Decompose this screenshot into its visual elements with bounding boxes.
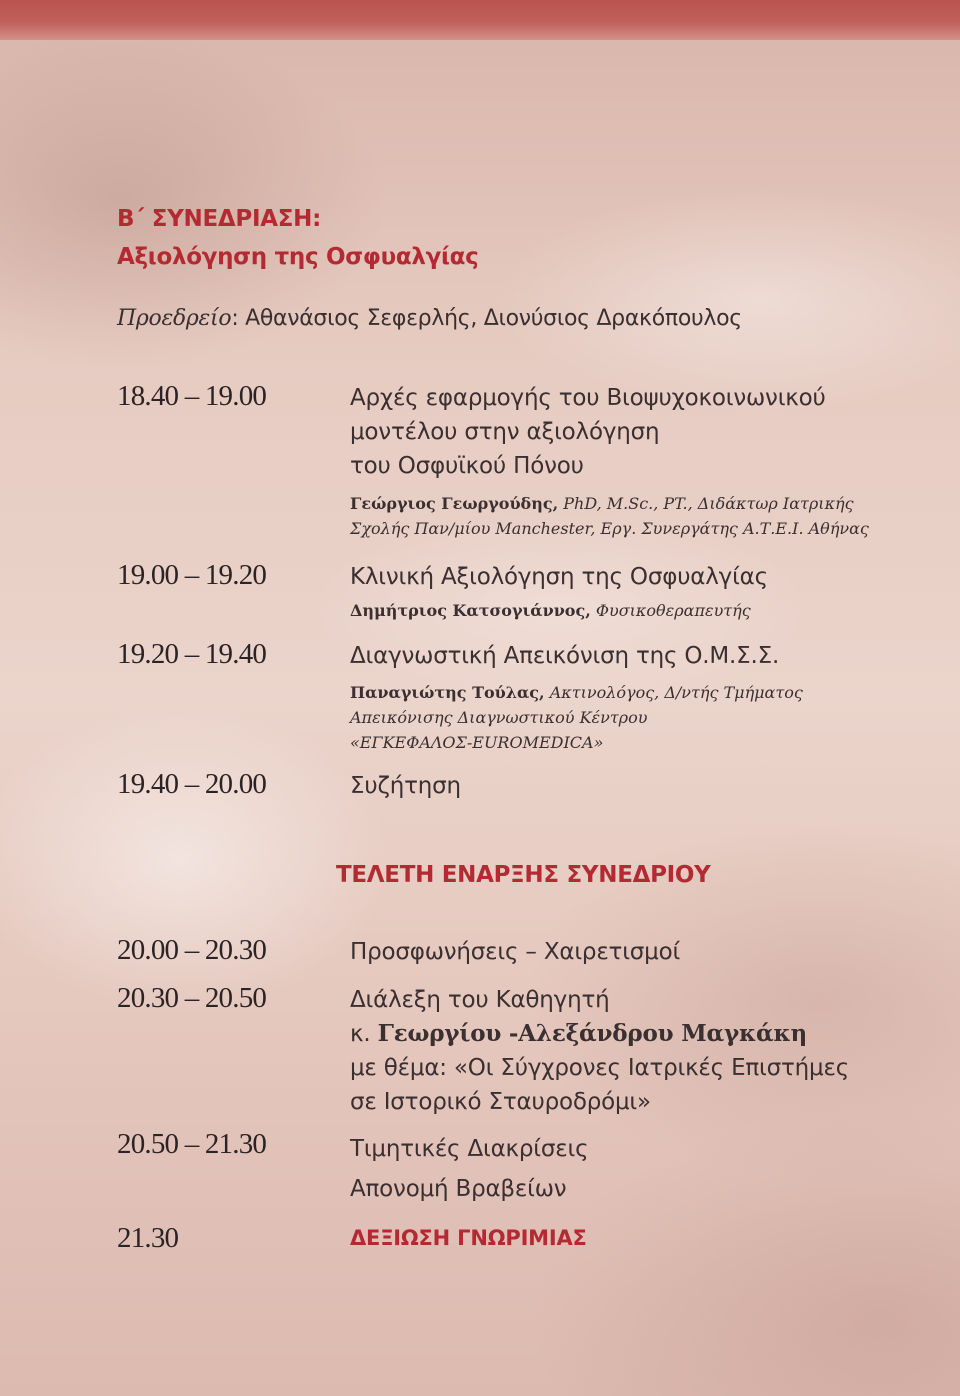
- speaker-3-affiliation-line-2: Απεικόνισης Διαγνωστικού Κέντρου: [350, 708, 648, 727]
- speaker-1-affiliation-line-2: Σχολής Παν/μίου Manchester, Εργ. Συνεργάτης Α.Τ.Ε.Ι. Αθήνας: [350, 519, 869, 538]
- ceremony-time-4: 21.30: [117, 1222, 179, 1254]
- session-title: Αξιολόγηση της Οσφυαλγίας: [117, 244, 479, 270]
- chairs-label: Προεδρείο: [117, 306, 232, 331]
- speaker-2-name: Δημήτριος Κατσογιάννος,: [350, 601, 591, 620]
- talk-title-3: [350, 639, 779, 673]
- speaker-1-name: Γεώργιος Γεωργούδης,: [350, 494, 559, 513]
- speaker-1: [350, 491, 869, 541]
- ceremony-heading: ΤΕΛΕΤΗ ΕΝΑΡΞΗΣ ΣΥΝΕΔΡΙΟΥ: [336, 862, 711, 888]
- session-heading: [117, 200, 478, 276]
- time-slot-4: 19.40 – 20.00: [117, 768, 267, 800]
- reception-title: ΔΕΞΙΩΣΗ ΓΝΩΡΙΜΙΑΣ: [350, 1226, 587, 1250]
- ceremony-item-3-line-2: Απονομή Βραβείων: [350, 1176, 567, 1202]
- talk-title-2: [350, 560, 768, 594]
- ceremony-time-2: 20.30 – 20.50: [117, 982, 267, 1014]
- ceremony-item-3-line-1: Τιμητικές Διακρίσεις: [350, 1136, 589, 1162]
- ceremony-item-1-line-1: Προσφωνήσεις – Χαιρετισμοί: [350, 939, 681, 965]
- talk-title-1-line-3: του Οσφυϊκού Πόνου: [350, 453, 584, 479]
- speaker-3: [350, 680, 803, 755]
- speaker-3-affiliation-line-1: Ακτινολόγος, Δ/ντής Τμήματος: [549, 683, 803, 702]
- chairs-line: [117, 306, 742, 331]
- lecture-topic-line-2: σε Ιστορικό Σταυροδρόμι»: [350, 1089, 651, 1115]
- talk-title-1: [350, 381, 826, 483]
- speaker-3-affiliation-line-3: «ΕΓΚΕΦΑΛΟΣ-EUROMEDICA»: [350, 733, 604, 752]
- ceremony-item-3: [350, 1129, 588, 1209]
- talk-title-3-line-1: Διαγνωστική Απεικόνιση της Ο.Μ.Σ.Σ.: [350, 643, 780, 669]
- speaker-2-affiliation: Φυσικοθεραπευτής: [595, 601, 751, 620]
- speaker-3-name: Παναγιώτης Τούλας,: [350, 683, 545, 702]
- talk-title-4: [350, 769, 461, 803]
- speaker-2: [350, 598, 751, 623]
- talk-title-4-line-1: Συζήτηση: [350, 773, 461, 799]
- lecture-topic-line-1: με θέμα: «Οι Σύγχρονες Ιατρικές Επιστήμες: [350, 1055, 850, 1081]
- chairs-names: : Αθανάσιος Σεφερλής, Διονύσιος Δρακόπουλος: [231, 306, 742, 331]
- time-slot-1: 18.40 – 19.00: [117, 380, 267, 412]
- time-slot-2: 19.00 – 19.20: [117, 559, 267, 591]
- ceremony-time-3: 20.50 – 21.30: [117, 1128, 267, 1160]
- speaker-1-affiliation-line-1: PhD, M.Sc., PT., Διδάκτωρ Ιατρικής: [563, 494, 854, 513]
- lecturer-name: Γεωργίου -Αλεξάνδρου Μαγκάκη: [377, 1020, 808, 1047]
- ceremony-item-1: [350, 935, 680, 969]
- ceremony-item-2: [350, 983, 849, 1119]
- header-bar: [0, 0, 960, 40]
- talk-title-2-line-1: Κλινική Αξιολόγηση της Οσφυαλγίας: [350, 564, 768, 590]
- talk-title-1-line-2: μοντέλου στην αξιολόγηση: [350, 419, 660, 445]
- ceremony-lecturer: [350, 1017, 849, 1051]
- time-slot-3: 19.20 – 19.40: [117, 638, 267, 670]
- lecturer-prefix: κ.: [350, 1021, 378, 1047]
- ceremony-item-2-line-1: Διάλεξη του Καθηγητή: [350, 987, 610, 1013]
- session-label: Β΄ ΣΥΝΕΔΡΙΑΣΗ:: [117, 206, 321, 232]
- talk-title-1-line-1: Αρχές εφαρμογής του Βιοψυχοκοινωνικού: [350, 385, 826, 411]
- ceremony-time-1: 20.00 – 20.30: [117, 934, 267, 966]
